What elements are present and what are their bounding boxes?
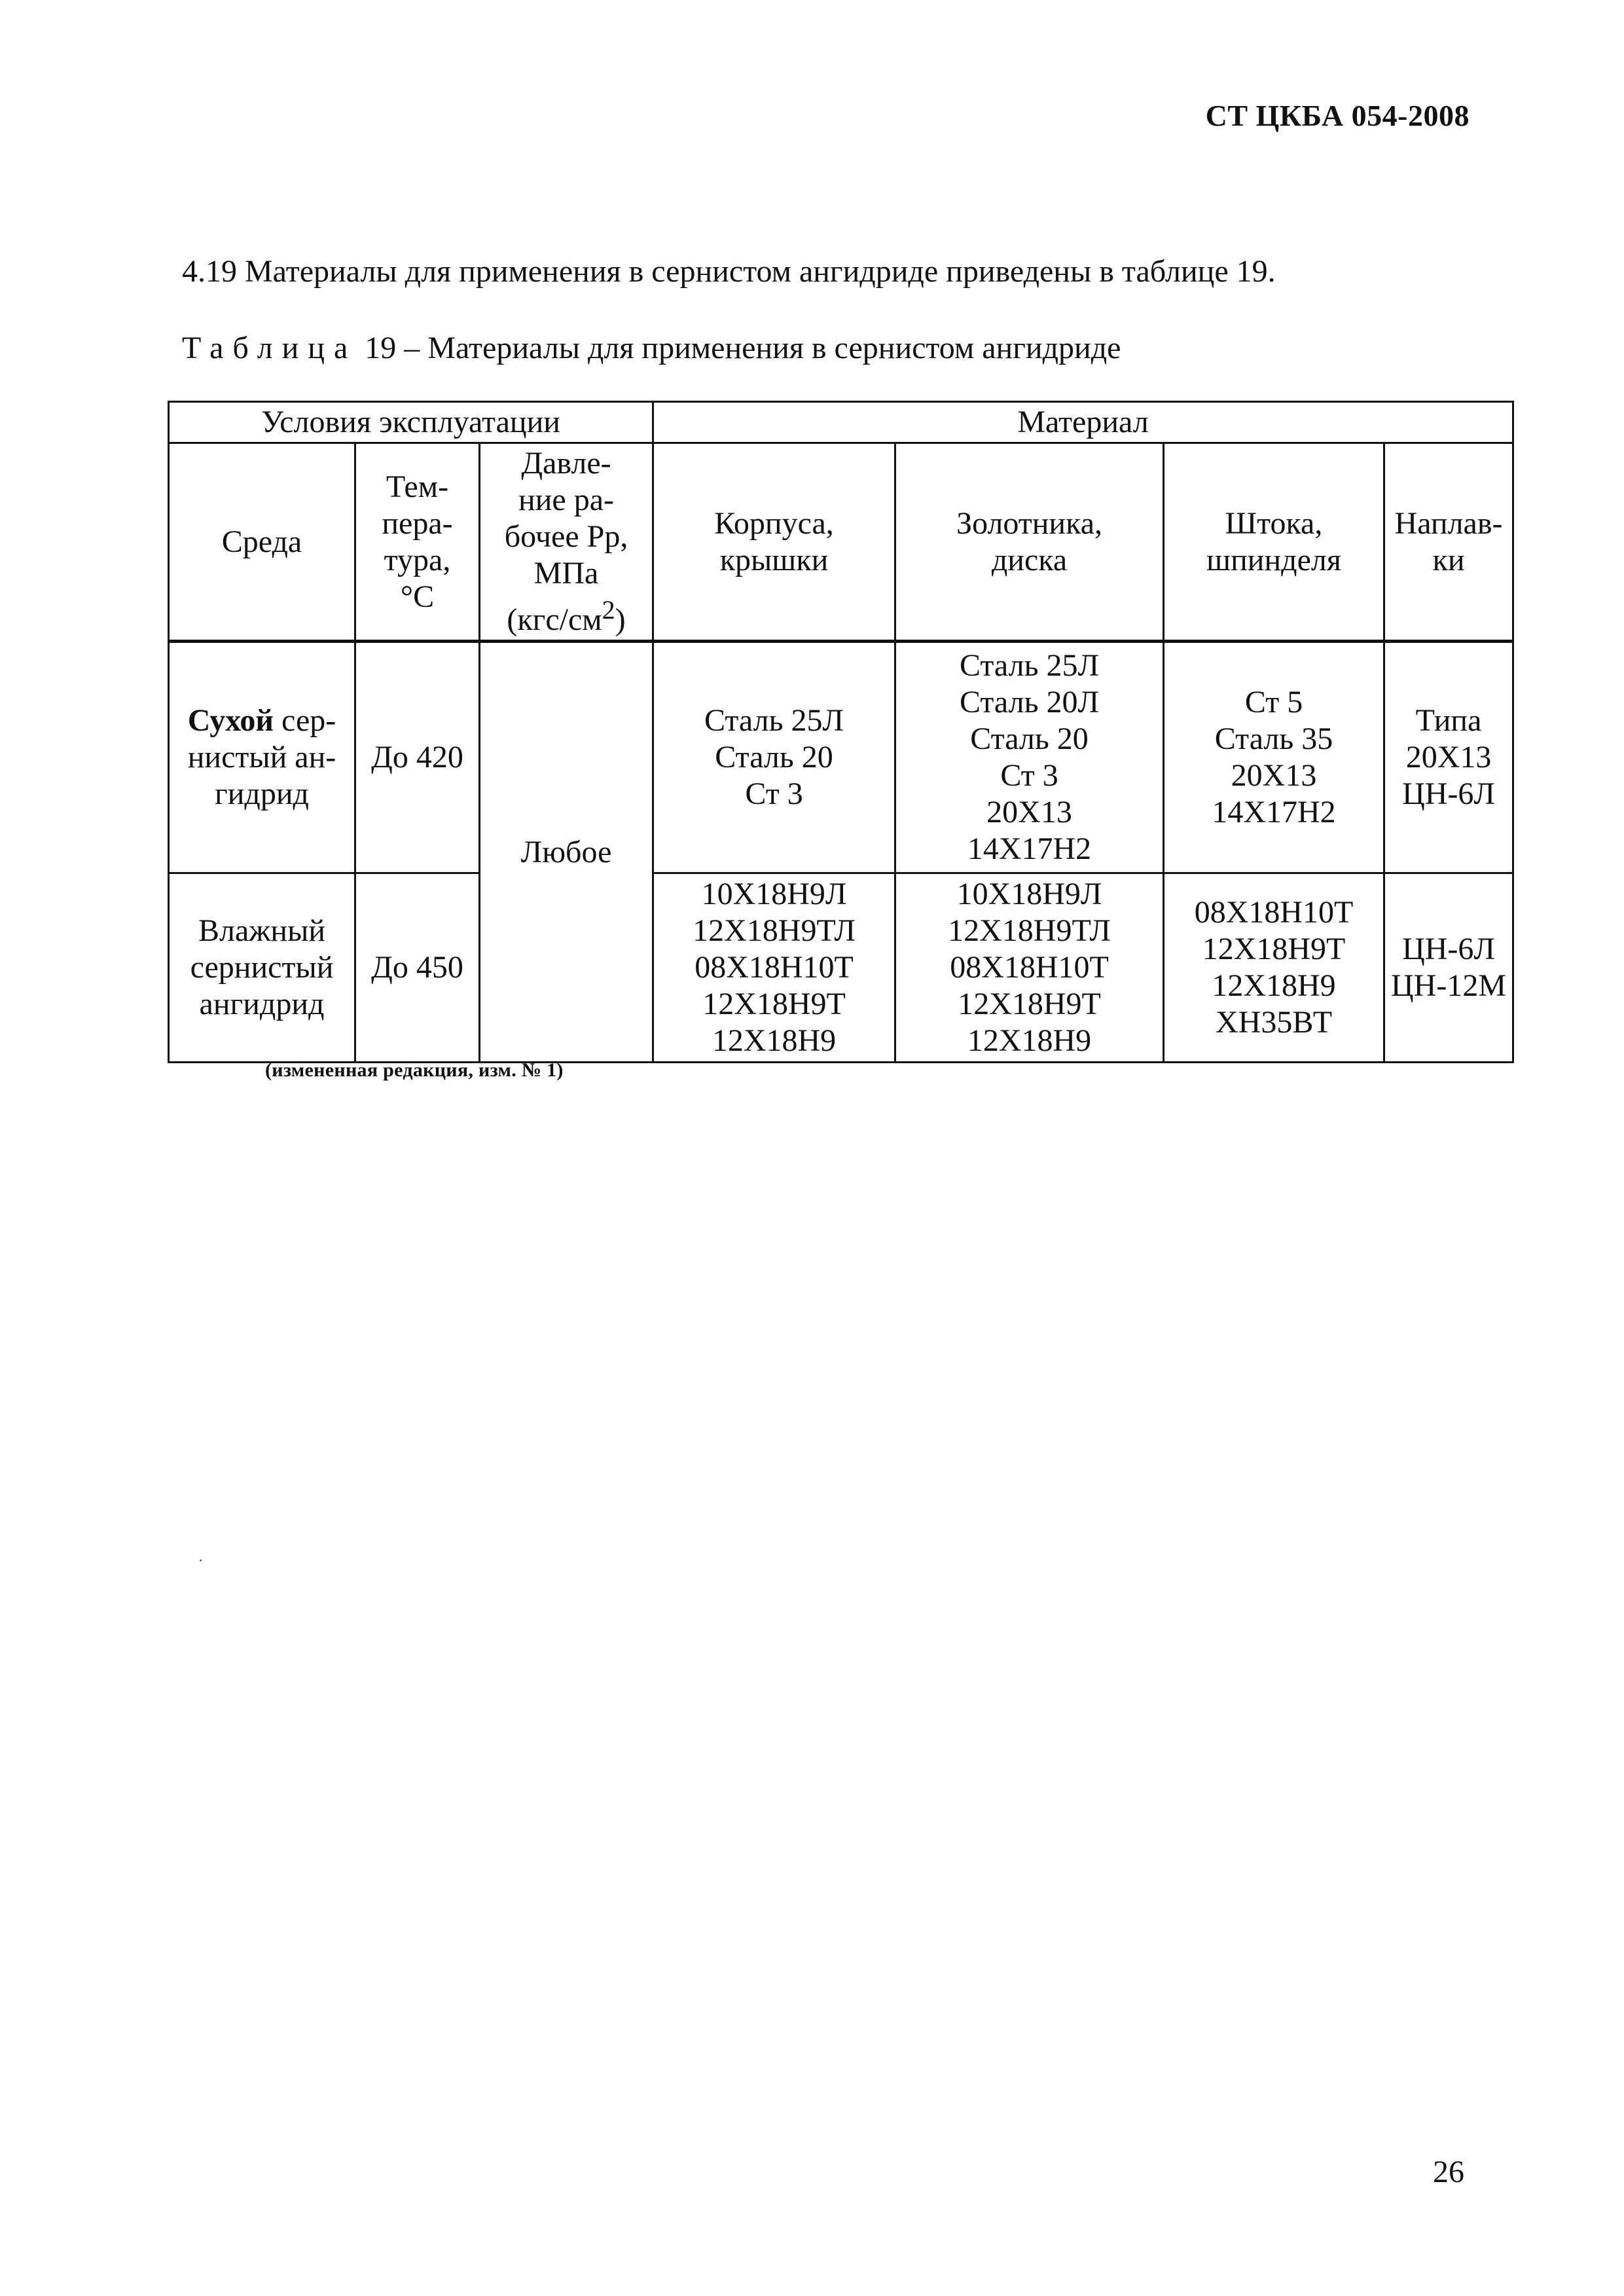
header-pressure xyxy=(480,443,653,642)
cell-pressure: Любое xyxy=(480,642,653,1063)
table-row xyxy=(169,642,1513,873)
cell-gate: 10Х18Н9Л 12Х18Н9ТЛ 08Х18Н10Т 12Х18Н9Т 12Х18Н9 xyxy=(895,873,1164,1063)
header-temperature: Тем- пера- тура, °С xyxy=(355,443,480,642)
table-caption xyxy=(182,329,1121,368)
cell-temperature: До 450 xyxy=(355,873,480,1063)
table-caption-title: 19 – Материалы для применения в сернистом ангидриде xyxy=(357,331,1121,365)
scan-speck xyxy=(200,1559,202,1561)
header-pressure-close: ) xyxy=(615,602,626,637)
document-code: СТ ЦКБА 054-2008 xyxy=(1205,99,1470,132)
cell-stem: Ст 5 Сталь 35 20Х13 14Х17Н2 xyxy=(1164,642,1384,873)
table-group-header-row xyxy=(169,402,1513,443)
revision-note: (измененная редакция, изм. № 1) xyxy=(265,1059,564,1081)
header-pressure-text: Давле- ние ра- бочее Рр, МПа (кгс/см xyxy=(504,446,628,637)
cell-body: 10Х18Н9Л 12Х18Н9ТЛ 08Х18Н10Т 12Х18Н9Т 12Х18Н9 xyxy=(653,873,895,1063)
header-body: Корпуса, крышки xyxy=(653,443,895,642)
cell-body: Сталь 25Л Сталь 20 Ст 3 xyxy=(653,642,895,873)
cell-gate: Сталь 25Л Сталь 20Л Сталь 20 Ст 3 20Х13 14Х17Н2 xyxy=(895,642,1164,873)
cell-medium: Влажный сернистый ангидрид xyxy=(169,873,355,1063)
header-medium: Среда xyxy=(169,443,355,642)
header-stem: Штока, шпинделя xyxy=(1164,443,1384,642)
header-gate: Золотника, диска xyxy=(895,443,1164,642)
header-hardfacing: Наплав- ки xyxy=(1384,443,1513,642)
cell-medium xyxy=(169,642,355,873)
table-row xyxy=(169,873,1513,1063)
header-conditions: Условия эксплуатации xyxy=(169,402,653,443)
cell-medium-rest: сер- нистый ан- гидрид xyxy=(187,703,336,811)
intro-paragraph: 4.19 Материалы для применения в сернистом ангидриде приведены в таблице 19. xyxy=(182,254,1276,289)
page-number: 26 xyxy=(1433,2155,1464,2189)
table-column-header-row xyxy=(169,443,1513,642)
table-caption-label: Таблица xyxy=(182,331,357,365)
cell-stem: 08Х18Н10Т 12Х18Н9Т 12Х18Н9 ХН35ВТ xyxy=(1164,873,1384,1063)
cell-hardfacing: ЦН-6Л ЦН-12М xyxy=(1384,873,1513,1063)
header-material: Материал xyxy=(653,402,1513,443)
cell-temperature: До 420 xyxy=(355,642,480,873)
cell-hardfacing: Типа 20Х13 ЦН-6Л xyxy=(1384,642,1513,873)
cell-medium-bold: Сухой xyxy=(187,703,274,738)
header-pressure-superscript: 2 xyxy=(602,595,615,625)
materials-table xyxy=(168,401,1514,1063)
